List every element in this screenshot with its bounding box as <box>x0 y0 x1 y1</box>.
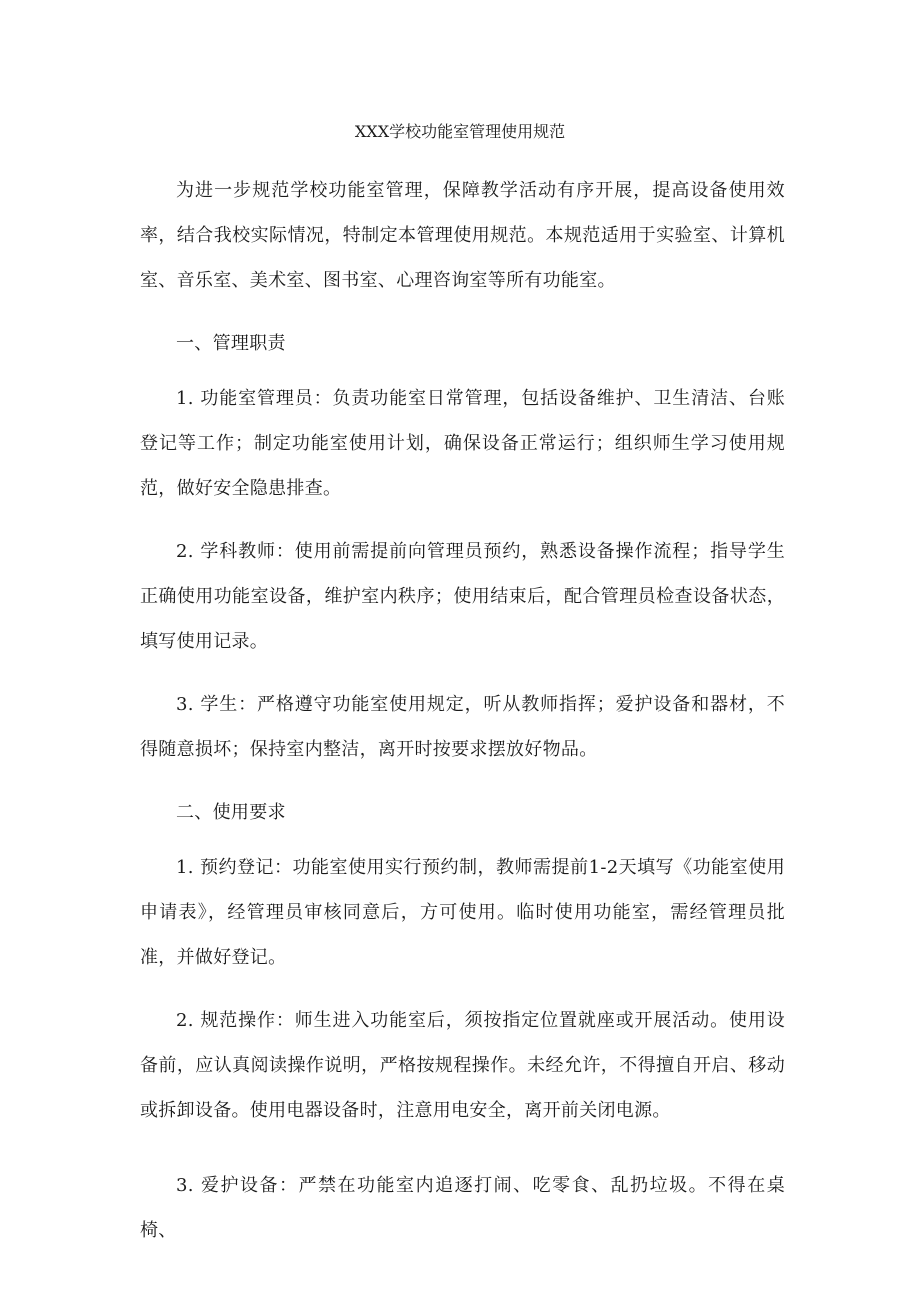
item-text: 预约登记：功能室使用实行预约制，教师需提前1-2天填写《功能室使用申请表》，经管理员审核同意后，方可使用。临时使用功能室，需经管理员批准，并做好登记。 <box>140 857 785 968</box>
section-heading-responsibilities: 一、管理职责 <box>176 333 286 354</box>
item-text: 学科教师：使用前需提前向管理员预约，熟悉设备操作流程；指导学生正确使用功能室设备，维护室内秩序；使用结束后，配合管理员检查设备状态，填写使用记录。 <box>140 541 785 652</box>
item-text: 规范操作：师生进入功能室后，须按指定位置就座或开展活动。使用设备前，应认真阅读操作说明，严格按规程操作。未经允许，不得擅自开启、移动或拆卸设备。使用电器设备时，注意用电安全，离开前关闭电源。 <box>140 1010 785 1121</box>
document-title: XXX学校功能室管理使用规范 <box>354 122 566 141</box>
item-number: 2. <box>176 541 194 562</box>
list-item <box>140 998 785 1133</box>
item-number: 1. <box>176 857 194 878</box>
item-number: 3. <box>176 1175 194 1196</box>
item-number: 2. <box>176 1010 194 1031</box>
item-text: 学生：严格遵守功能室使用规定，听从教师指挥；爱护设备和器材，不得随意损坏；保持室内整洁，离开时按要求摆放好物品。 <box>140 694 785 760</box>
list-item <box>140 376 785 511</box>
item-text: 爱护设备：严禁在功能室内追逐打闹、吃零食、乱扔垃圾。不得在桌椅、 <box>140 1175 785 1241</box>
item-number: 3. <box>176 694 194 715</box>
list-item <box>140 845 785 980</box>
section-heading-usage: 二、使用要求 <box>176 802 286 823</box>
list-item <box>140 529 785 664</box>
intro-paragraph: 为进一步规范学校功能室管理，保障教学活动有序开展，提高设备使用效率，结合我校实际情况，特制定本管理使用规范。本规范适用于实验室、计算机室、音乐室、美术室、图书室、心理咨询室等所有功能室。 <box>140 180 785 291</box>
item-text: 功能室管理员：负责功能室日常管理，包括设备维护、卫生清洁、台账登记等工作；制定功能室使用计划，确保设备正常运行；组织师生学习使用规范，做好安全隐患排查。 <box>140 388 785 499</box>
item-number: 1. <box>176 388 194 409</box>
document-body <box>140 168 785 1271</box>
list-item <box>140 1163 785 1253</box>
list-item <box>140 682 785 772</box>
